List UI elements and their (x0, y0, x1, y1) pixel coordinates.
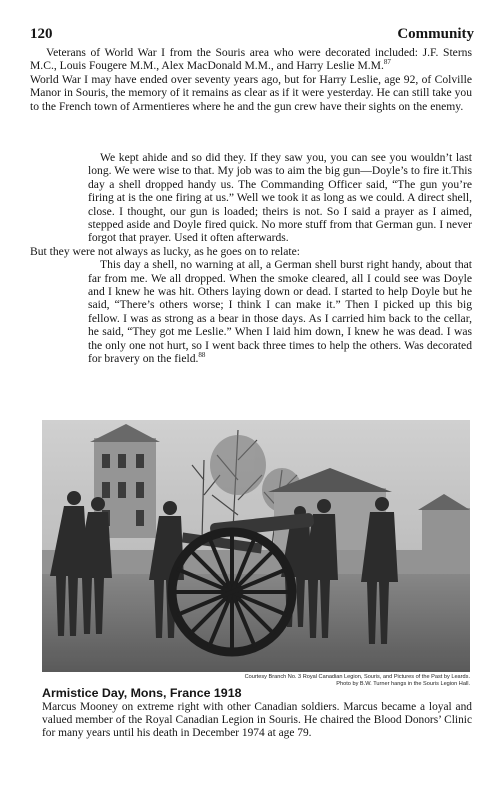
historical-photo (42, 420, 470, 672)
paragraph-veterans: Veterans of World War I from the Souris area who were decorated included: J.F. Sterns M.C., Louis Fougere M.M., Alex MacDonald M.M., and Harry Leslie M.M.$^{87}$ (30, 46, 472, 73)
section-title: Community (397, 26, 474, 42)
quote-shell-burst: This day a shell, no warning at all, a German shell burst right handy, about that far from me. We all dropped. When the smoke cleared, all I could see was Doyle and I knew he was hit. Others laying down or dead. I started to help Doyle but he said, “There’s others worse; I think I can make it.” Then I picked up this big fellow. I was as strong as a bear in those days. As I carried him back to the cellar, he said, “They got me Leslie.” When I laid him down, I knew he was dead. I was the only one not hurt, so I went back three times to help the others. Was decorated for bravery on the field.$^{88}$ (88, 258, 472, 366)
footnote-ref: 87 (383, 58, 391, 67)
quote-block-1 (30, 151, 472, 366)
caption-title: Armistice Day, Mons, France 1918 (42, 686, 242, 700)
paragraph-harry-leslie: World War I may have ended over seventy years ago, but for Harry Leslie, age 92, of Colville Manor in Souris, the memory of it remains as clear as if it were yesterday. He can still take you to the French town of Armentieres where he and the gun crew have their sights on the enemy. (30, 72, 472, 113)
soldiers-with-field-gun-image (42, 420, 470, 672)
photo-credit-line-1: Courtesy Branch No. 3 Royal Canadian Legion, Souris, and Pictures of the Past by Leards. (244, 674, 470, 680)
photo-credit-line-2: Photo by B.W. Turner hangs in the Souris Legion Hall. (336, 681, 470, 687)
bridge-sentence: But they were not always as lucky, as he goes on to relate: (30, 244, 301, 258)
quote-armentieres: We kept ahide and so did they. If they saw you, you can see you wouldn’t last long. We were wise to that. My job was to aim the big gun—Doyle’s to fire it.This day a shell dropped handy us. The Commanding Officer said, “The gun you’re firing at is the one firing at us.” Well we took it as long as we could. A direct shell, close. I thought, our gun is loaded; theirs is not. So I said a prayer as I aimed, stepped aside and Doyle fired quick. No more stuff from that German gun. I never forgot that prayer. Used it often afterwards. (88, 151, 472, 245)
page-number: 120 (30, 26, 53, 42)
intro-text (30, 46, 472, 113)
caption-body: Marcus Mooney on extreme right with other Canadian soldiers. Marcus became a loyal and valued member of the Royal Canadian Legion in Souris. He chaired the Blood Donors’ Clinic for many years until his death in December 1974 at age 79. (42, 701, 472, 740)
page-header (30, 26, 474, 44)
footnote-ref: 88 (198, 351, 206, 360)
